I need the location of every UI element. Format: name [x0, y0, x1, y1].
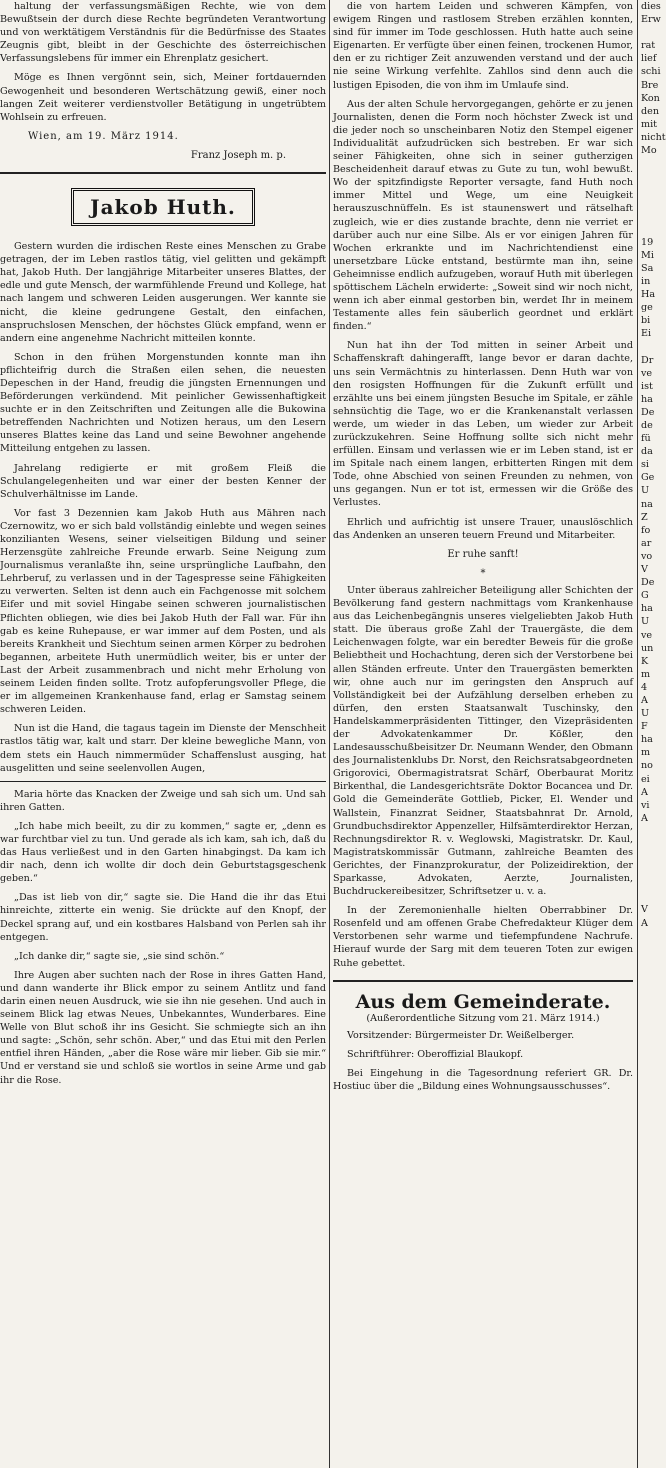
- council-paragraph: Schriftführer: Oberoffizial Blaukopf.: [347, 1048, 524, 1060]
- cropped-line-fragment: un: [641, 642, 654, 654]
- cropped-line-fragment: de: [641, 420, 653, 431]
- cropped-line-fragment: den: [641, 105, 659, 117]
- cropped-line-fragment: ist: [641, 380, 653, 392]
- column-rule: [637, 0, 638, 1468]
- cropped-line-fragment: fo: [641, 524, 651, 536]
- decree-signature: Franz Joseph m. p.: [190, 149, 286, 161]
- cropped-line-fragment: [641, 864, 660, 877]
- cropped-line-fragment: [641, 877, 660, 890]
- column-rule: [329, 0, 330, 1468]
- cropped-line-fragment: [641, 969, 660, 982]
- cropped-line-fragment: A: [641, 812, 648, 824]
- cropped-line-fragment: Kon: [641, 92, 660, 104]
- cropped-line-fragment: schi: [641, 66, 661, 78]
- decree-paragraph: Möge es Ihnen vergönnt sein, sich, Meiner fortdauernden Gewogenheit und besonderen Wertschätzung gewiß, einer noch langen Zeit weiterer verdienstvoller Betätigung in ungetrübtem Wohlsein zu erfreuen.: [0, 72, 326, 123]
- obituary-title: Jakob Huth.: [71, 188, 255, 226]
- cropped-line-fragment: Bre: [641, 79, 659, 91]
- cropped-line-fragment: in: [641, 275, 651, 287]
- funeral-paragraph: Unter überaus zahlreicher Beteiligung aller Schichten der Bevölkerung fand gestern nachmittags vom Krankenhause aus das Leichenbegängnis unseres vielgeliebten Jakob Huth statt. Die überaus große Zahl der Trauergäste, die dem Leichenwagen folgte, war ein beredter Beweis für die große Beliebtheit und Hochachtung, deren sich der Verstorbene bei allen Ständen erfreute. Unter den Trauergästen bemerkten wir, ohne auch nur im geringsten den Anspruch auf Vollständigkeit bei der Aufzählung derselben erheben zu dürfen, den ersten Staatsanwalt Tuschinsky, den Handelskammerpräsidenten Tittinger, den Vizepräsidenten der Advokatenkammer Dr. Kößler, den Landesausschußbeisitzer Dr. Neumann Wender, den Obmann des Journalistenklubs Dr. Norst, den Reichsratsabgeordneten Grigorovici, Obermagistratsrat Schärf, Oberbaurat Moritz Birkenthal, die Landesgerichtsräte Doktor Bocancea und Dr. Gold die Gemeinderäte Gottlieb, Picker, El. Wender und Wallstein, Finanzrat Seidner, Staatsbahnrat Dr. Arnold, Grundbuchsdirektor Appenzeller, Hilfsämterdirektor Herzan, Rechnungsdirektor R. v. Weglowski, Magistratskr. Dr. Kaul, Magistratskommissär Gutmann, zahlreiche Beamten des Gerichtes, der Finanzprokuratur, der Polizeidirektion, der Sparkasse, Advokaten, Aerzte, Journalisten, Buchdruckereibesitzer, Schriftsetzer u. v. a.: [333, 584, 633, 898]
- cropped-line-fragment: Dr: [641, 354, 654, 366]
- cropped-line-fragment: Erw: [641, 14, 661, 26]
- cropped-line-fragment: ve: [641, 629, 653, 641]
- obituary-farewell: Er ruhe sanft!: [447, 548, 519, 560]
- cropped-line-fragment: [641, 26, 660, 39]
- obituary-paragraph: Aus der alten Schule hervorgegangen, gehörte er zu jenen Journalisten, denen die Form noch höchster Zweck ist und die jeder noch so unscheinbaren Notiz den Stempel eigener Individualität aufzudrücken sich bestreben. Er war sich seiner Fähigkeiten, ohne sich in seiner gutherzigen Bescheidenheit darauf etwas zu Gute zu tun, wohl bewußt. Wo der spitzfindigste Reporter versagte, fand Huth noch immer Mittel und Wege, um eine Neuigkeit herauszuschnüffeln. Es ist staunenswert und rätselhaft zugleich, wie er dies zustande brachte, denn nie verriet er darüber auch nur eine Silbe. Als er vor einigen Jahren für Wochen erkrankte und im Nachrichtendienst eine unersetzbare Lücke entstand, bestürmte man ihn, seine Geheimnisse endlich aufzugeben, worauf Huth mit überlegen spöttischem Lächeln erwiderte: „Soweit sind wir noch nicht, wenn ich aber einmal gestorben bin, werdet Ihr in meinem Testamente alles fein säuberlich geordnet und erklärt finden.“: [333, 98, 633, 333]
- feuilleton-divider: [0, 781, 326, 782]
- cropped-line-fragment: [641, 223, 660, 236]
- cropped-line-fragment: nicht: [641, 131, 666, 143]
- cropped-line-fragment: [641, 838, 660, 851]
- obituary-paragraph: Nun ist die Hand, die tagaus tagein im Dienste der Menschheit rastlos tätig war, kalt und starr. Der kleine bewegliche Mann, von dem stets ein Hauch nimmermüder Schaffenslust ausging, hat ausgelitten und seine seelenvollen Augen,: [0, 723, 326, 774]
- cropped-line-fragment: ha: [641, 734, 653, 746]
- obituary-paragraph: die von hartem Leiden und schweren Kämpfen, von ewigem Ringen und rastlosem Streben erzählen konnten, sind für immer im Tode geschlossen. Huth hatte auch seine Eigenarten. Er verfügte über einen feinen, trockenen Humor, den er zu richtiger Zeit anzuwenden verstand und der auch nie seine Wirkung verfehlte. Zahllos sind denn auch die lustigen Episoden, die von ihm im Umlaufe sind.: [333, 1, 633, 91]
- cropped-line-fragment: ve: [641, 367, 653, 379]
- cropped-line-fragment: V: [641, 904, 648, 916]
- cropped-line-fragment: si: [641, 459, 649, 471]
- cropped-line-fragment: ei: [641, 773, 650, 785]
- cropped-line-fragment: na: [641, 498, 653, 510]
- cropped-line-fragment: vo: [641, 550, 653, 562]
- cropped-line-fragment: ge: [641, 302, 653, 314]
- cropped-line-fragment: Z: [641, 511, 648, 523]
- obituary-title-box: [0, 188, 326, 226]
- story-paragraph: „Ich danke dir,“ sagte sie, „sie sind schön.“: [14, 950, 225, 962]
- cropped-line-fragment: [641, 183, 660, 196]
- cropped-line-fragment: [641, 956, 660, 969]
- cropped-line-fragment: [641, 157, 660, 170]
- section-divider: [333, 980, 633, 982]
- decree-dateline: Wien, am 19. März 1914.: [28, 130, 179, 142]
- cropped-line-fragment: U: [641, 616, 650, 628]
- story-paragraph: Ihre Augen aber suchten nach der Rose in ihres Gatten Hand, und dann wanderte ihr Blick empor zu seinem Antlitz und fand darin einen neuen Ausdruck, wie sie ihn nie gesehen. Und auch in seinem Blick lag etwas Neues, Unbekanntes, Wunderbares. Eine Welle von Blut schoß ihr ins Gesicht. Sie schmiegte sich an ihn und sagte: „Schön, sehr schön. Aber,“ und das Etui mit den Perlen entfiel ihren Händen, „aber die Rose wäre mir lieber. Gib sie mir.“ Und er verstand sie und schloß sie wortlos in seine Arme und gab ihr die Rose.: [0, 969, 326, 1086]
- cropped-line-fragment: ha: [641, 393, 653, 405]
- cropped-line-fragment: m: [641, 668, 651, 680]
- obituary-paragraph: Ehrlich und aufrichtig ist unsere Trauer, unauslöschlich das Andenken an unseren teuern Freund und Mitarbeiter.: [333, 516, 633, 541]
- cropped-line-fragment: Ge: [641, 472, 655, 484]
- cropped-line-fragment: Ha: [641, 289, 656, 301]
- cropped-line-fragment: F: [641, 721, 648, 733]
- cropped-line-fragment: Mi: [641, 249, 654, 261]
- story-paragraph: Maria hörte das Knacken der Zweige und sah sich um. Und sah ihren Gatten.: [0, 788, 326, 813]
- cropped-line-fragment: A: [641, 917, 648, 929]
- council-subtitle: (Außerordentliche Sitzung vom 21. März 1914.): [366, 1012, 600, 1024]
- cropped-line-fragment: [641, 196, 660, 209]
- council-paragraph: Bei Eingehung in die Tagesordnung referiert GR. Dr. Hostiuc über die „Bildung eines Wohnungsausschusses“.: [333, 1068, 633, 1093]
- cropped-line-fragment: [641, 890, 660, 903]
- obituary-paragraph: Nun hat ihn der Tod mitten in seiner Arbeit und Schaffenskraft dahingerafft, lange bevor er daran dachte, uns sein Vermächtnis zu hinterlassen. Denn Huth war von den rosigsten Hoffnungen für die Zukunft erfüllt und erzählte uns bei einem jüngsten Besuche im Spitale, er zähle sehnsüchtig die Tage, wo er die Krankenanstalt verlassen werde, um wieder in das Leben, um wieder zur Arbeit zurückzukehren. Seine Hoffnung sollte sich nicht mehr erfüllen. Einsam und verlassen wie er im Leben stand, ist er im Spitale nach einem langen, erbitterten Ringen mit dem Tode, ohne Abschied von seinen Freunden zu nehmen, von uns gegangen. Nun er tot ist, ermessen wir die Größe des Verlustes.: [333, 340, 633, 509]
- cropped-line-fragment: [641, 170, 660, 183]
- cropped-line-fragment: m: [641, 747, 651, 759]
- cropped-line-fragment: U: [641, 708, 650, 720]
- cropped-line-fragment: no: [641, 760, 653, 772]
- decree-paragraph: haltung der verfassungsmäßigen Rechte, wie von dem Bewußtsein der durch diese Rechte begründeten Verantwortung und von werktätigem Verständnis für die Bedürfnisse des Staates Zeugnis gibt, bleibt in der Geschichte des österreichischen Verfassungslebens für immer ein Ehrenplatz gesichert.: [0, 1, 326, 65]
- cropped-line-fragment: fü: [641, 433, 651, 445]
- cropped-line-fragment: [641, 340, 660, 353]
- cropped-line-fragment: [641, 982, 660, 995]
- cropped-line-fragment: A: [641, 694, 648, 706]
- section-separator: *: [480, 567, 486, 579]
- left-column: [0, 0, 326, 1093]
- cropped-line-fragment: K: [641, 655, 649, 667]
- cropped-line-fragment: ar: [641, 537, 652, 549]
- middle-column: [333, 0, 633, 1099]
- council-paragraph: Vorsitzender: Bürgermeister Dr. Weißelberger.: [347, 1029, 575, 1041]
- cropped-line-fragment: [641, 1021, 660, 1034]
- cropped-line-fragment: 4: [641, 681, 648, 693]
- cropped-line-fragment: Mo: [641, 145, 657, 157]
- cropped-line-fragment: V: [641, 564, 648, 576]
- cropped-line-fragment: da: [641, 446, 653, 458]
- obituary-paragraph: Jahrelang redigierte er mit großem Fleiß die Schulangelegenheiten und war einer der besten Kenner der Schulverhältnisse im Lande.: [0, 462, 326, 500]
- story-paragraph: „Ich habe mich beeilt, zu dir zu kommen,“ sagte er, „denn es war furchtbar viel zu tun. Und gerade als ich kam, sah ich, daß du das Haus verließest und in den Garten hinabgingst. Da kam ich dir nach, denn ich wollte dir doch dein Geburtstagsgeschenk geben.“: [0, 820, 326, 885]
- obituary-paragraph: Schon in den frühen Morgenstunden konnte man ihn pflichteifrig durch die Straßen eilen sehen, die neuesten Depeschen in der Hand, freudig die jüngsten Ernennungen und Beförderungen verkündend. Mit peinlicher Gewissenhaftigkeit suchte er in den Zeitschriften und Zeitungen alle die Bukowina betreffenden Nachrichten und Notizen heraus, um den Lesern unseres Blattes keine das Land und seine Bewohner angehende Mitteilung entgehen zu lassen.: [0, 351, 326, 455]
- obituary-paragraph: Gestern wurden die irdischen Reste eines Menschen zu Grabe getragen, der im Leben rastlos tätig, viel gelitten und gekämpft hat, Jakob Huth. Der langjährige Mitarbeiter unseres Blattes, der edle und gute Mensch, der warmfühlende Freund und Kollege, hat nach langem und schweren Leiden ausgerungen. Wer kannte sie nicht, die kleine gedrungene Gestalt, den einfachen, anspruchslosen Menschen, der höchstes Glück empfand, wenn er andern eine angenehme Nachricht mitteilen konnte.: [0, 241, 326, 344]
- cropped-line-fragment: De: [641, 406, 655, 418]
- cropped-line-fragment: rat: [641, 40, 656, 52]
- cropped-line-fragment: A: [641, 786, 648, 798]
- cropped-line-fragment: Ei: [641, 328, 652, 340]
- cropped-line-fragment: [641, 210, 660, 223]
- cropped-line-fragment: 19: [641, 236, 654, 248]
- cropped-line-fragment: vi: [641, 799, 650, 811]
- cropped-line-fragment: ha: [641, 603, 653, 615]
- cropped-line-fragment: [641, 1034, 660, 1047]
- right-column-fragments: [641, 0, 666, 1048]
- cropped-line-fragment: [641, 995, 660, 1008]
- cropped-line-fragment: [641, 943, 660, 956]
- cropped-line-fragment: [641, 1008, 660, 1021]
- cropped-line-fragment: U: [641, 485, 650, 497]
- cropped-line-fragment: De: [641, 577, 655, 589]
- cropped-line-fragment: dies: [641, 1, 661, 12]
- cropped-line-fragment: [641, 930, 660, 943]
- story-paragraph: „Das ist lieb von dir,“ sagte sie. Die Hand die ihr das Etui hinreichte, zitterte ein wenig. Sie drückte auf den Knopf, der Deckel sprang auf, und ein kostbares Halsband von Perlen sah ihr entgegen.: [0, 892, 326, 943]
- section-divider: [0, 172, 326, 174]
- cropped-line-fragment: Sa: [641, 262, 654, 274]
- cropped-line-fragment: [641, 825, 660, 838]
- cropped-line-fragment: lief: [641, 53, 657, 65]
- council-headline: Aus dem Gemeinderate.: [355, 990, 611, 1013]
- cropped-line-fragment: G: [641, 590, 649, 602]
- cropped-line-fragment: [641, 851, 660, 864]
- obituary-paragraph: Vor fast 3 Dezennien kam Jakob Huth aus Mähren nach Czernowitz, wo er sich bald vollständig einlebte und wegen seines konzilianten Wesens, seiner vielseitigen Bildung und seiner Herzensgüte zahlreiche Freunde erwarb. Seine Neigung zum Journalismus veranlaßte ihn, seine ursprüngliche Laufbahn, den Lehrberuf, zu verlassen und in der Tagespresse seine Fähigkeiten zu verwerten. Selten ist denn auch ein Fachgenosse mit solchem Eifer und mit soviel Hingabe seinen schweren journalistischen Pflichten obliegen, wie dies bei Jakob Huth der Fall war. Für ihn gab es keine Ruhepause, er war immer auf dem Posten, und als bereits Krankheit und Siechtum seinen armen Körper zu bedrohen begannen, arbeitete Huth unermüdlich weiter, bis er unter der Last der Arbeit zusammenbrach und nicht mehr Erholung von seinem Leiden finden sollte. Trotz aufopferungsvoller Pflege, die er im allgemeinen Krankenhause fand, erlag er Samstag seinem schweren Leiden.: [0, 507, 326, 716]
- cropped-line-fragment: mit: [641, 118, 658, 130]
- funeral-paragraph: In der Zeremonienhalle hielten Oberrabbiner Dr. Rosenfeld und am offenen Grabe Chefredakteur Klüger dem Verstorbenen sehr warme und tiefempfundene Nachrufe. Hierauf wurde der Sarg mit dem teueren Toten zur ewigen Ruhe gebettet.: [333, 905, 633, 969]
- cropped-line-fragment: bi: [641, 315, 651, 327]
